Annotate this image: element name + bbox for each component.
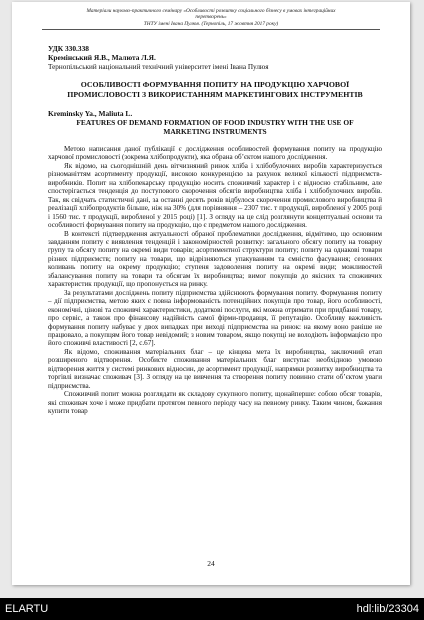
title-ukrainian: ОСОБЛИВОСТІ ФОРМУВАННЯ ПОПИТУ НА ПРОДУКЦІЮ ХАРЧОВОЇ ПРОМИСЛОВОСТІ З ВИКОРИСТАННЯМ МАРКЕТИНГОВИХ ІНСТРУМЕНТІВ (67, 80, 363, 99)
paragraph-consumption: Як відомо, споживання матеріальних благ – це кінцева мета їх виробництва, заключний етап розширеного відтворення. Особисте споживання матеріальних благ виступає необхідною умовою відтворення життя у системі ринкових відносин, де асортимент продукції, напрямки розвитку виробництва та торгівлі визначає споживач [3]. З огляду на це вивчення та створення попиту повинно стати об’єктом уваги підприємства. (48, 347, 382, 390)
title-english: FEATURES OF DEMAND FORMATION OF FOOD INDUSTRY WITH THE USE OF MARKETING INSTRUMENTS (76, 118, 354, 136)
article-body (48, 44, 382, 416)
running-header (42, 8, 380, 30)
authors-english: Kreminsky Ya., Maliuta L. (48, 109, 133, 118)
header-line-3: ТНТУ імені Івана Пулюя. (Тернопіль, 17 жовтня 2017 року) (143, 20, 279, 27)
affiliation: Тернопільський національний технічний університет імені Івана Пулюя (48, 63, 269, 71)
paragraph-consumer-demand: Споживчий попит можна розглядати як складову сукупного попиту, щонайперше: собою обсяг товарів, які споживач хоче і може придбати протягом певного періоду часу на певному ринку. Таким чином, бажання купити товар (48, 390, 382, 416)
authors-ukrainian: Кремінський Я.В., Малюта Л.Я. (48, 53, 156, 62)
document-page (12, 2, 410, 585)
udc-code: УДК 330.338 (48, 44, 89, 53)
repository-name: ELARTU (5, 603, 49, 615)
handle-link[interactable]: hdl:lib/23304 (356, 603, 419, 615)
page-number: 24 (207, 559, 215, 568)
paragraph-demand-tasks: В контексті підтвердження актуальності обраної проблематики дослідження, відмітимо, що основним завданням попиту є виявлення тенденцій і закономірностей розвитку: загального обсягу попиту на товарну групу та обсягу попиту на окремі види товарів; асортиментної структури попиту; попиту на однакові товари різних підприємств; попиту на товари, що відрізняються упакуванням та ємністю фасування; сезонних коливань попиту на окрему продукцію; ступеня задоволення попиту на окремі види; можливостей збалансування попиту на товари та обсягам їх виробництва; вимог покупців до якісних та споживчих характеристик продукції, що пропонується на ринку. (48, 229, 382, 289)
header-line-1: Матеріали науково-практичного семінару «Особливості розвитку соціального бізнесу в умовах інтеграційних (86, 8, 336, 14)
repository-footer (0, 598, 424, 620)
paragraph-market: Як відомо, на сьогоднішній день вітчизняний ринок хліба і хлібобулочних виробів характеризується різноманіттям асортименту продукції, високою конкуренцією за рахунок великої кількості підприємств-виробників. Попит на хлібопекарську продукцію носить споживчий характер і є відносно стабільним, але спостерігається тенденція до поступового скорочення обсягів виробництва хліба і хлібобулочних виробів. Так, як свідчать статистичні дані, за останні десять років відбулося скорочення промислового виробництва й реалізації хлібопродуктів більше, ніж на 30% (для порівняння – 2307 тис. т продукції, виробленої у 2005 році і 1560 тис. т продукції, виробленої у 2015 році) [1]. З огляду на це слід розглянути концептуальні основи та особливості формування попиту на продукцію, що є предметом нашого дослідження. (48, 161, 382, 230)
paragraph-demand-formation: За результатами досліджень попиту підприємства здійснюють формування попиту. Формування попиту – дії підприємства, метою яких є повна інформованість потенційних покупців про товар, його особливості, економічні, цінові та споживчі характеристики, додаткові послуги, які можна отримати при придбанні товару, про сервіс, а також про фінансову надійність самої фірми-продавця, її репутацію. Особливу важливість формування попиту набуває у двох випадках при виході підприємства на ринок: на якому воно раніше не працювало, а покупцям його товар невідомий; з новим товаром, якщо покупці не володіють інформацією про його споживчі властивості [2, с.67]. (48, 288, 382, 348)
header-line-2: перетворень» (195, 14, 227, 21)
paragraph-purpose: Метою написання даної публікації є дослідження особливостей формування попиту на продукцію харчової промисловості (зокрема хлібопродукти), яка обрана об’єктом нашого дослідження. (48, 145, 382, 162)
